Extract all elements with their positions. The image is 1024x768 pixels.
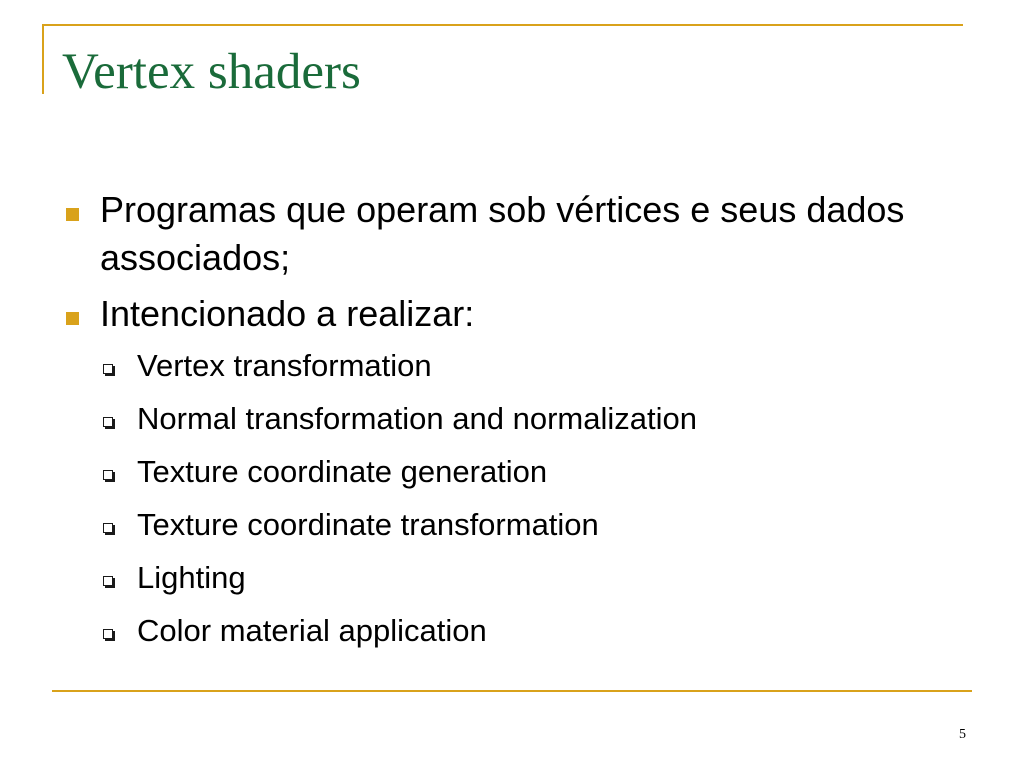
title-frame-top-rule — [42, 24, 963, 26]
sub-bullet-text: Vertex transformation — [137, 348, 432, 383]
slide-title: Vertex shaders — [62, 44, 361, 100]
sub-bullet-list — [60, 346, 960, 651]
bullet-item — [60, 290, 960, 338]
sub-bullet-text: Lighting — [137, 560, 246, 595]
sub-bullet-text: Normal transformation and normalization — [137, 401, 697, 436]
bullet-item — [60, 186, 960, 282]
footer-rule — [52, 690, 972, 692]
sub-bullet-text: Texture coordinate generation — [137, 454, 548, 489]
sub-bullet-item — [60, 505, 960, 545]
sub-bullet-item — [60, 452, 960, 492]
sub-bullet-item — [60, 399, 960, 439]
sub-bullet-text: Texture coordinate transformation — [137, 507, 599, 542]
hollow-square-bullet-icon — [103, 364, 113, 374]
hollow-square-bullet-icon — [103, 523, 113, 533]
sub-bullet-item — [60, 558, 960, 598]
hollow-square-bullet-icon — [103, 417, 113, 427]
sub-bullet-item — [60, 611, 960, 651]
sub-bullet-text: Color material application — [137, 613, 487, 648]
sub-bullet-item — [60, 346, 960, 386]
hollow-square-bullet-icon — [103, 629, 113, 639]
slide-content — [60, 186, 960, 664]
bullet-text: Intencionado a realizar: — [100, 293, 475, 334]
filled-square-bullet-icon — [66, 208, 79, 221]
title-frame-left-rule — [42, 24, 44, 94]
filled-square-bullet-icon — [66, 312, 79, 325]
page-number: 5 — [959, 727, 966, 742]
bullet-text: Programas que operam sob vértices e seus dados associados; — [100, 189, 905, 278]
hollow-square-bullet-icon — [103, 576, 113, 586]
hollow-square-bullet-icon — [103, 470, 113, 480]
